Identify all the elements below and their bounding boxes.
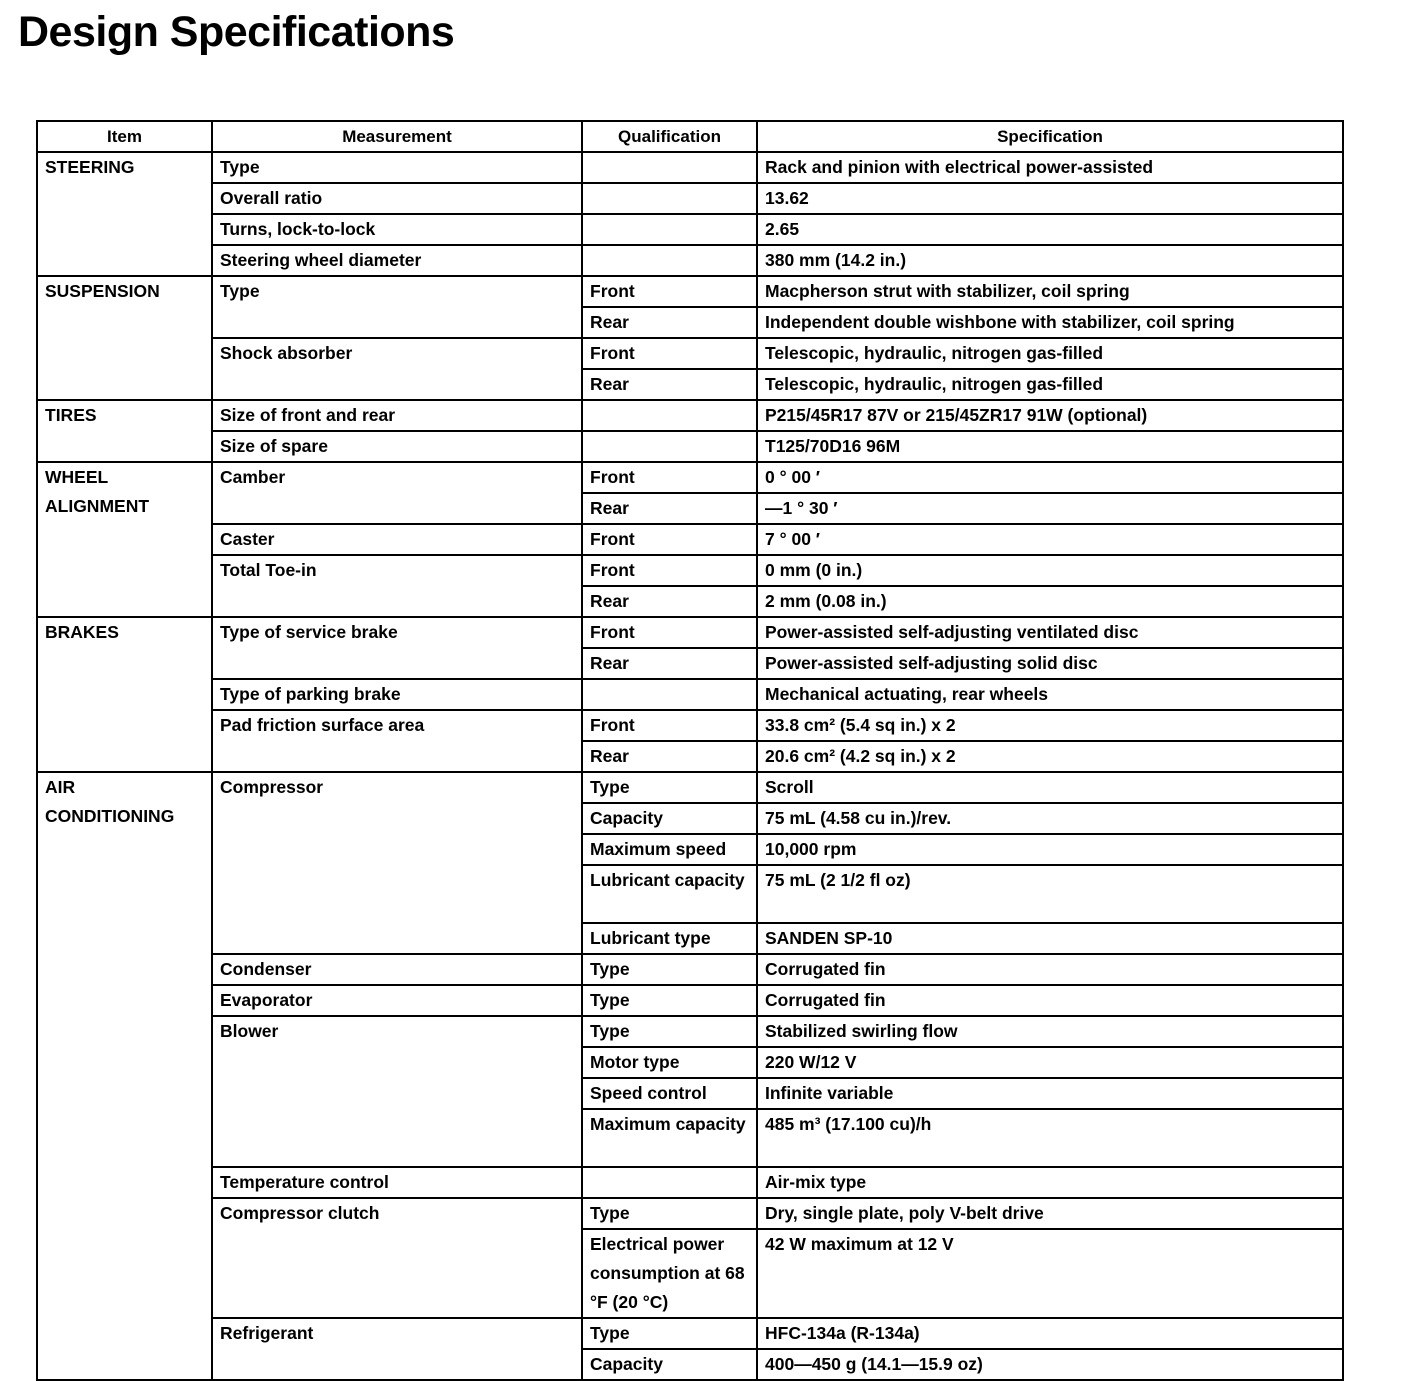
qualification-cell: Type — [582, 1318, 757, 1349]
specification-cell: SANDEN SP-10 — [757, 923, 1343, 954]
table-row — [37, 431, 1343, 462]
measurement-cell: Size of spare — [212, 431, 582, 462]
qualification-cell: Type — [582, 1198, 757, 1229]
measurement-cell: Compressor — [212, 772, 582, 954]
specification-cell: P215/45R17 87V or 215/45ZR17 91W (optional) — [757, 400, 1343, 431]
table-row — [37, 954, 1343, 985]
table-row — [37, 1016, 1343, 1047]
table-row — [37, 617, 1343, 648]
qualification-cell — [582, 214, 757, 245]
specification-cell: Power-assisted self-adjusting ventilated disc — [757, 617, 1343, 648]
table-body — [37, 152, 1343, 1380]
table-row — [37, 214, 1343, 245]
specification-cell: 220 W/12 V — [757, 1047, 1343, 1078]
specification-cell: Scroll — [757, 772, 1343, 803]
item-cell: BRAKES — [37, 617, 212, 772]
qualification-cell: Type — [582, 1016, 757, 1047]
item-cell: AIR CONDITIONING — [37, 772, 212, 1380]
qualification-cell — [582, 679, 757, 710]
measurement-cell: Condenser — [212, 954, 582, 985]
qualification-cell: Rear — [582, 369, 757, 400]
qualification-cell: Type — [582, 954, 757, 985]
table-row — [37, 679, 1343, 710]
qualification-cell — [582, 152, 757, 183]
qualification-cell: Rear — [582, 493, 757, 524]
table-row — [37, 772, 1343, 803]
design-specifications-table — [36, 120, 1344, 1381]
qualification-cell: Front — [582, 276, 757, 307]
measurement-cell: Type of parking brake — [212, 679, 582, 710]
measurement-cell: Temperature control — [212, 1167, 582, 1198]
specification-cell: 10,000 rpm — [757, 834, 1343, 865]
qualification-cell — [582, 400, 757, 431]
specification-cell: Infinite variable — [757, 1078, 1343, 1109]
table-row — [37, 555, 1343, 586]
item-cell: SUSPENSION — [37, 276, 212, 400]
table-row — [37, 338, 1343, 369]
qualification-cell — [582, 1167, 757, 1198]
specification-cell: 75 mL (2 1/2 fl oz) — [757, 865, 1343, 923]
specification-cell: Stabilized swirling flow — [757, 1016, 1343, 1047]
specification-cell: 42 W maximum at 12 V — [757, 1229, 1343, 1318]
measurement-cell: Caster — [212, 524, 582, 555]
header-measurement: Measurement — [212, 121, 582, 152]
measurement-cell: Compressor clutch — [212, 1198, 582, 1318]
qualification-cell: Rear — [582, 307, 757, 338]
specification-cell: Independent double wishbone with stabilizer, coil spring — [757, 307, 1343, 338]
specification-cell: 0 ° 00 ′ — [757, 462, 1343, 493]
table-row — [37, 985, 1343, 1016]
measurement-cell: Evaporator — [212, 985, 582, 1016]
qualification-cell: Rear — [582, 741, 757, 772]
table-row — [37, 276, 1343, 307]
specification-cell: —1 ° 30 ′ — [757, 493, 1343, 524]
qualification-cell: Type — [582, 985, 757, 1016]
specification-cell: Air-mix type — [757, 1167, 1343, 1198]
item-cell: WHEEL ALIGNMENT — [37, 462, 212, 617]
qualification-cell: Electrical power consumption at 68 °F (20 °C) — [582, 1229, 757, 1318]
item-cell: TIRES — [37, 400, 212, 462]
qualification-cell: Capacity — [582, 803, 757, 834]
qualification-cell: Rear — [582, 648, 757, 679]
qualification-cell: Front — [582, 462, 757, 493]
qualification-cell: Rear — [582, 586, 757, 617]
qualification-cell: Lubricant capacity — [582, 865, 757, 923]
page-title: Design Specifications — [18, 8, 455, 56]
specification-cell: 485 m³ (17.100 cu)/h — [757, 1109, 1343, 1167]
specification-cell: 2 mm (0.08 in.) — [757, 586, 1343, 617]
measurement-cell: Size of front and rear — [212, 400, 582, 431]
table-row — [37, 1318, 1343, 1349]
qualification-cell: Motor type — [582, 1047, 757, 1078]
qualification-cell: Lubricant type — [582, 923, 757, 954]
specification-cell: 20.6 cm² (4.2 sq in.) x 2 — [757, 741, 1343, 772]
table-row — [37, 400, 1343, 431]
qualification-cell: Front — [582, 338, 757, 369]
table-row — [37, 1167, 1343, 1198]
qualification-cell: Capacity — [582, 1349, 757, 1380]
qualification-cell — [582, 431, 757, 462]
specification-cell: Telescopic, hydraulic, nitrogen gas-filled — [757, 369, 1343, 400]
qualification-cell: Front — [582, 555, 757, 586]
measurement-cell: Pad friction surface area — [212, 710, 582, 772]
item-cell: STEERING — [37, 152, 212, 276]
table-row — [37, 524, 1343, 555]
specification-cell: 0 mm (0 in.) — [757, 555, 1343, 586]
qualification-cell — [582, 245, 757, 276]
specification-cell: Corrugated fin — [757, 954, 1343, 985]
measurement-cell: Type of service brake — [212, 617, 582, 679]
measurement-cell: Overall ratio — [212, 183, 582, 214]
qualification-cell — [582, 183, 757, 214]
qualification-cell: Front — [582, 524, 757, 555]
header-item: Item — [37, 121, 212, 152]
specification-cell: T125/70D16 96M — [757, 431, 1343, 462]
specification-cell: HFC-134a (R-134a) — [757, 1318, 1343, 1349]
measurement-cell: Shock absorber — [212, 338, 582, 400]
qualification-cell: Type — [582, 772, 757, 803]
table-row — [37, 1198, 1343, 1229]
qualification-cell: Maximum speed — [582, 834, 757, 865]
measurement-cell: Steering wheel diameter — [212, 245, 582, 276]
measurement-cell: Total Toe-in — [212, 555, 582, 617]
specification-cell: Mechanical actuating, rear wheels — [757, 679, 1343, 710]
table-row — [37, 245, 1343, 276]
specification-cell: Corrugated fin — [757, 985, 1343, 1016]
table-row — [37, 183, 1343, 214]
table-row — [37, 462, 1343, 493]
specification-cell: Macpherson strut with stabilizer, coil spring — [757, 276, 1343, 307]
specification-cell: 13.62 — [757, 183, 1343, 214]
measurement-cell: Blower — [212, 1016, 582, 1167]
qualification-cell: Front — [582, 710, 757, 741]
measurement-cell: Turns, lock-to-lock — [212, 214, 582, 245]
measurement-cell: Camber — [212, 462, 582, 524]
specification-cell: Dry, single plate, poly V-belt drive — [757, 1198, 1343, 1229]
header-qualification: Qualification — [582, 121, 757, 152]
specification-cell: 380 mm (14.2 in.) — [757, 245, 1343, 276]
specification-cell: 2.65 — [757, 214, 1343, 245]
specification-cell: Telescopic, hydraulic, nitrogen gas-filled — [757, 338, 1343, 369]
measurement-cell: Type — [212, 152, 582, 183]
qualification-cell: Maximum capacity — [582, 1109, 757, 1167]
specification-cell: 33.8 cm² (5.4 sq in.) x 2 — [757, 710, 1343, 741]
table-row — [37, 710, 1343, 741]
qualification-cell: Front — [582, 617, 757, 648]
header-specification: Specification — [757, 121, 1343, 152]
specification-cell: 400—450 g (14.1—15.9 oz) — [757, 1349, 1343, 1380]
table-row — [37, 152, 1343, 183]
measurement-cell: Refrigerant — [212, 1318, 582, 1380]
measurement-cell: Type — [212, 276, 582, 338]
specification-cell: 7 ° 00 ′ — [757, 524, 1343, 555]
qualification-cell: Speed control — [582, 1078, 757, 1109]
specification-cell: Rack and pinion with electrical power-assisted — [757, 152, 1343, 183]
table-header-row — [37, 121, 1343, 152]
specification-cell: 75 mL (4.58 cu in.)/rev. — [757, 803, 1343, 834]
specification-cell: Power-assisted self-adjusting solid disc — [757, 648, 1343, 679]
